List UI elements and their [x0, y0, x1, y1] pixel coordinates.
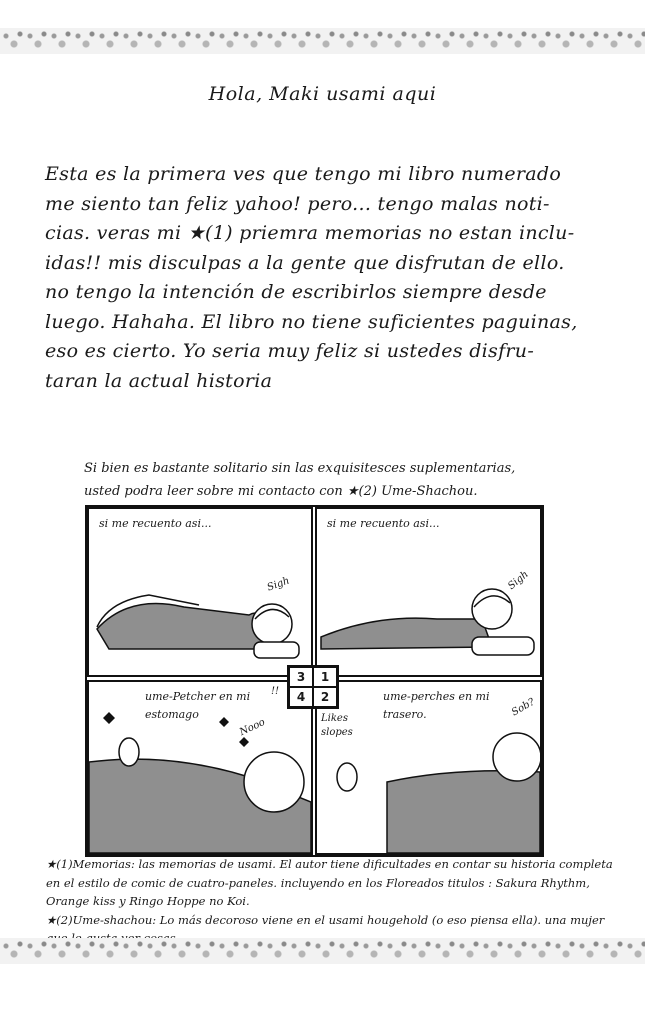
- body-line: Esta es la primera ves que tengo mi libro numerado: [45, 163, 562, 185]
- panel-sfx: Sigh: [506, 568, 531, 593]
- bird-on-back-drawing: [317, 682, 540, 853]
- body-line: idas!! mis disculpas a la gente que disfrutan de ello.: [45, 251, 565, 274]
- footnotes: [46, 855, 621, 948]
- body-text: [45, 160, 605, 396]
- four-panel-comic: [85, 505, 544, 857]
- comic-panel-3: [87, 680, 313, 855]
- body-line: luego. Hahaha. El libro no tiene suficientes paguinas,: [45, 310, 578, 333]
- panel-sfx: !!: [271, 686, 280, 697]
- panel-sfx: Likes slopes: [321, 713, 353, 738]
- panel-caption: si me recuento asi...: [327, 517, 440, 530]
- footnote: ★(2)Ume-shachou: Lo más decoroso viene en el usami hougehold (o eso piensa ella). una mujer: [46, 912, 605, 927]
- flower-border-bottom: [0, 938, 645, 964]
- comic-panel-2: [315, 507, 542, 677]
- reading-order-box: [287, 665, 339, 709]
- order-number: 2: [313, 687, 337, 707]
- panel-caption: ume-Petcher en mi estomago: [145, 690, 251, 721]
- panel-caption: ume-perches en mi trasero.: [383, 690, 490, 721]
- intro-line: Si bien es bastante solitario sin las exquisitesces suplementarias,: [84, 461, 516, 476]
- panel-caption: si me recuento asi...: [99, 517, 212, 530]
- page-heading: Hola, Maki usami aqui: [208, 83, 437, 105]
- comic-panel-1: [87, 507, 313, 677]
- comic-panel-4: [315, 680, 542, 855]
- panel-sfx: Sob?: [509, 696, 537, 719]
- order-number: 3: [289, 667, 313, 687]
- body-line: no tengo la intención de escribirlos siempre desde: [45, 281, 547, 303]
- lying-person-drawing: [317, 509, 540, 675]
- order-number: 1: [313, 667, 337, 687]
- lying-person-drawing: [89, 509, 311, 675]
- bird-on-stomach-drawing: [89, 682, 311, 853]
- order-number: 4: [289, 687, 313, 707]
- intro-line: usted podra leer sobre mi contacto con ★(2) Ume-Shachou.: [84, 484, 478, 499]
- body-line: eso es cierto. Yo seria muy feliz si ustedes disfru-: [45, 340, 535, 362]
- flower-border-top: [0, 28, 645, 54]
- comic-intro: [84, 457, 604, 503]
- panel-sfx: Sigh: [265, 575, 292, 594]
- body-line: me siento tan feliz yahoo! pero... tengo malas noti-: [45, 192, 550, 215]
- footnote: ★(1)Memorias: las memorias de usami. El autor tiene dificultades en contar su historia completa en el estilo de comic de cuatro-paneles. incluyendo en los Floreados titulos : Sakura Rhythm, Orange kiss y Ringo Hoppe no Koi.: [46, 857, 613, 908]
- panel-sfx: Nooo: [237, 716, 267, 739]
- body-line: taran la actual historia: [45, 369, 273, 392]
- body-line: cias. veras mi ★(1) priemra memorias no estan inclu-: [45, 222, 575, 244]
